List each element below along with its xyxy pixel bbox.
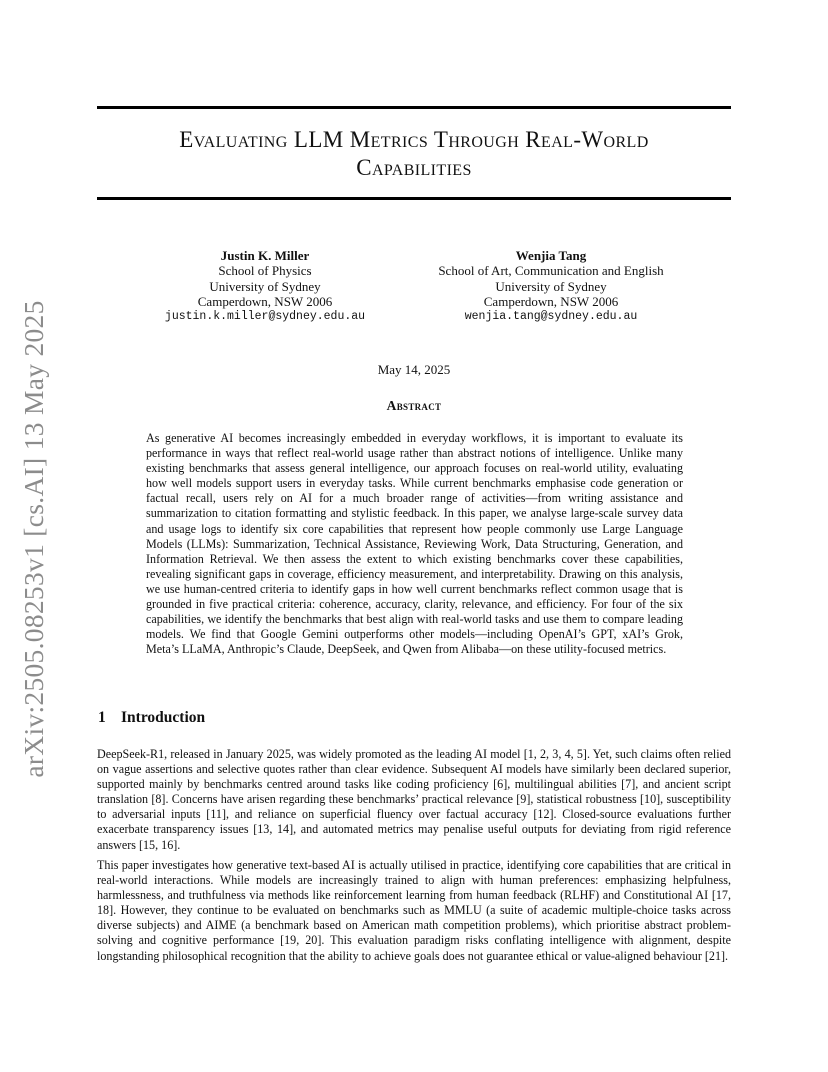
paper-title — [97, 126, 731, 182]
title-line-1: Evaluating LLM Metrics Through Real-World — [179, 127, 649, 152]
author-name: Wenjia Tang — [515, 248, 587, 263]
author-department: School of Art, Communication and English — [438, 263, 664, 279]
author-email[interactable]: wenjia.tang@sydney.edu.au — [464, 310, 638, 324]
title-top-rule — [97, 106, 731, 109]
section-number: 1 — [98, 709, 106, 726]
author-institution: University of Sydney — [495, 278, 607, 294]
title-bottom-rule — [97, 197, 731, 200]
section-heading-introduction — [98, 709, 205, 727]
abstract-body: As generative AI becomes increasingly embedded in everyday workflows, it is important to evaluate its performance in ways that reflect real-world usage rather than abstract notions of intelligence. Unlike many existing benchmarks that assess general intelligence, our approach focuses on real-world utility, evaluating how well models support users in everyday tasks. While current benchmarks emphasise code generation or factual recall, users rely on AI for a much broader range of activities—from writing assistance and summarization to citation formatting and stylistic feedback. In this paper, we analyse large-scale survey data and usage logs to identify six core capabilities that represent how people commonly use Large Language Models (LLMs): Summarization, Technical Assistance, Reviewing Work, Data Structuring, Generation, and Information Retrieval. We then assess the extent to which existing benchmarks cover these capabilities, revealing significant gaps in coverage, efficiency measurement, and interpretability. Drawing on this analysis, we use human-centred criteria to identify gaps in how well current benchmarks reflect common usage that is grounded in five practical criteria: coherence, accuracy, clarity, relevance, and efficiency. For four of the six capabilities, we identify the benchmarks that best align with real-world tasks and use them to compare leading models. We find that Google Gemini outperforms other models—including OpenAI’s GPT, xAI’s Grok, Meta’s LLaMA, Anthropic’s Claude, DeepSeek, and Qwen from Alibaba—on these utility-focused metrics. — [146, 431, 683, 657]
paragraph-2: This paper investigates how generative text-based AI is actually utilised in practice, identifying core capabilities that are critical in real-world interactions. While models are increasingly trained to align with human preferences: emphasizing helpfulness, harmlessness, and truthfulness via methods like reinforcement learning from human feedback (RLHF) and Constitutional AI [17, 18]. However, they continue to be evaluated on benchmarks such as MMLU (a suite of academic multiple-choice tasks across diverse subjects) and AIME (a benchmark based on American math competition problems), which prioritise abstract problem-solving and cognitive performance [19, 20]. This evaluation paradigm risks conflating intelligence with alignment, despite longstanding philosophical recognition that the ability to achieve goals does not guarantee ethical or value-aligned behaviour [21]. — [97, 858, 731, 963]
author-email[interactable]: justin.k.miller@sydney.edu.au — [164, 310, 366, 324]
title-line-2: Capabilities — [356, 155, 472, 180]
publication-date: May 14, 2025 — [377, 362, 451, 377]
author-address: Camperdown, NSW 2006 — [483, 293, 619, 309]
abstract-heading-text: Abstract — [386, 398, 442, 413]
author-department: School of Physics — [218, 263, 312, 279]
section-title: Introduction — [121, 709, 206, 726]
arxiv-identifier-text: arXiv:2505.08253v1 [cs.AI] 13 May 2025 — [18, 300, 49, 778]
paragraph-1: DeepSeek-R1, released in January 2025, was widely promoted as the leading AI model [1, 2, 3, 4, 5]. Yet, such claims often relied on vague assertions and selective quotes rather than clear evidence. Subsequent AI models have similarly been declared superior, supported mainly by benchmarks centred around tasks like coding proficiency [6], multilingual abilities [7], and ancient script translation [8]. Concerns have arisen regarding these benchmarks’ practical relevance [9], statistical robustness [10], susceptibility to adversarial inputs [11], and reliance on superficial fluency over factual accuracy [12]. Closed-source evaluations further exacerbate transparency issues [13, 14], and automated metrics may penalise useful outputs for deviating from rigid reference answers [15, 16]. — [97, 747, 731, 852]
author-block-2 — [420, 248, 682, 324]
author-block-1 — [140, 248, 390, 324]
author-address: Camperdown, NSW 2006 — [197, 293, 333, 309]
author-name: Justin K. Miller — [220, 248, 310, 263]
arxiv-identifier-stamp — [4, 300, 64, 778]
author-institution: University of Sydney — [209, 278, 321, 294]
abstract-heading — [97, 398, 731, 414]
